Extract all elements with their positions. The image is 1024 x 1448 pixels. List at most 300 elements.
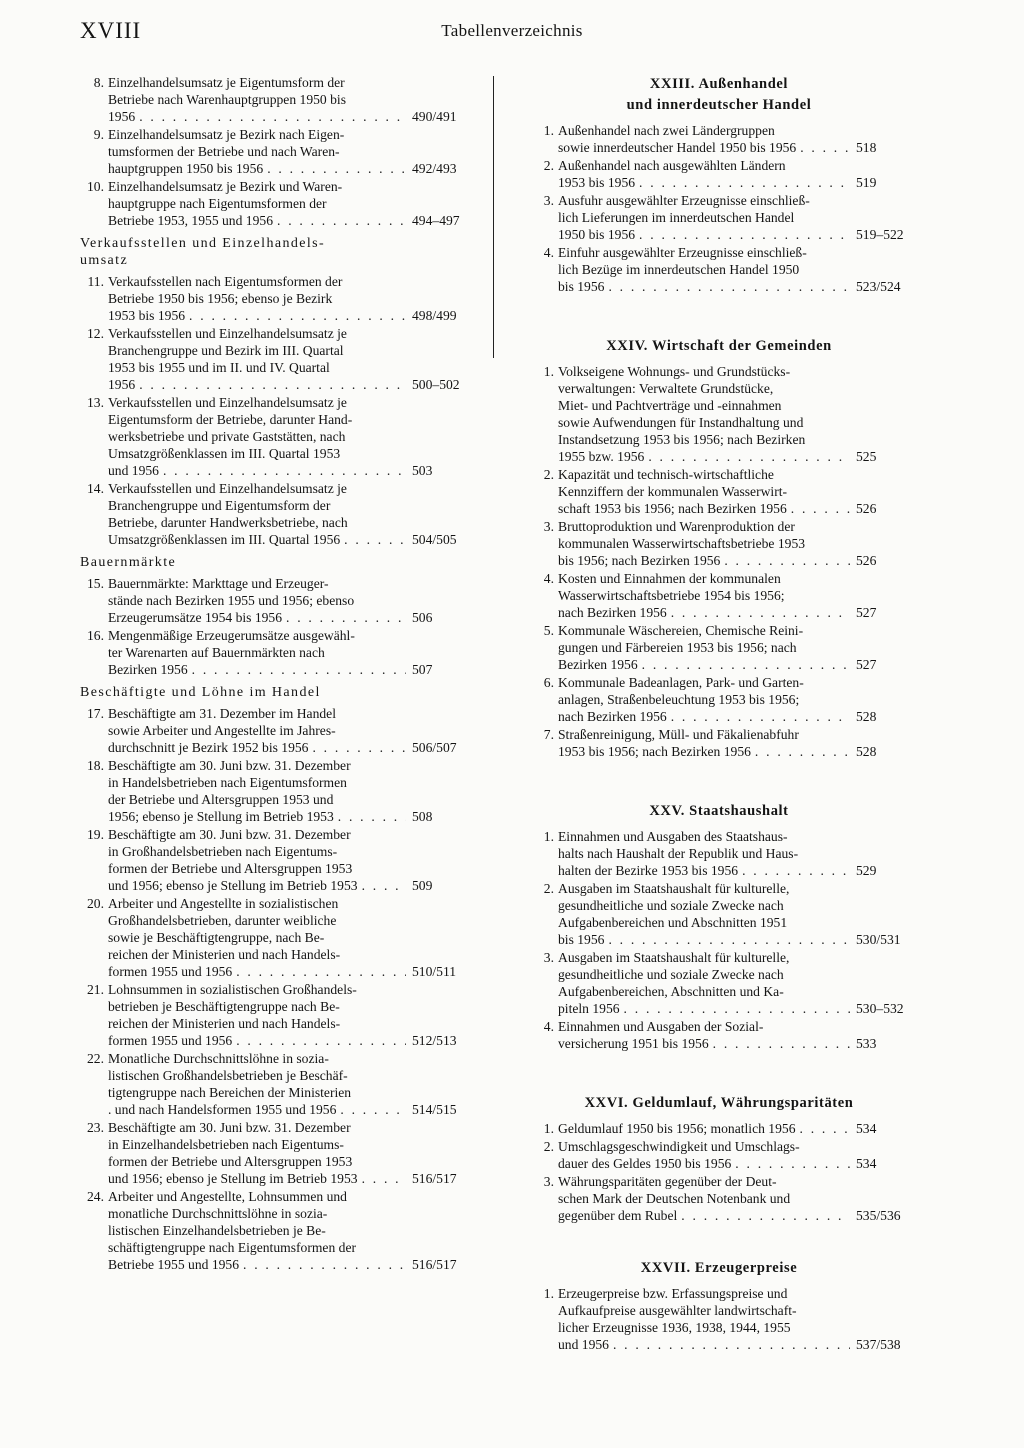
entry-text-line: sowie Arbeiter und Angestellte im Jahres- xyxy=(108,723,336,738)
chapter-heading xyxy=(530,74,908,116)
entry-text-line: werksbetriebe und private Gaststätten, nach xyxy=(108,429,346,444)
entry-last-line xyxy=(558,931,908,948)
dot-leader xyxy=(236,1032,406,1049)
entry-text-line: Ausgaben im Staatshaushalt für kulturelle, xyxy=(558,950,790,965)
entry-last-line xyxy=(108,1032,464,1049)
section-heading: Beschäftigte und Löhne im Handel xyxy=(80,685,321,700)
entry-number: 9. xyxy=(93,127,104,142)
entry-text-line: . und nach Handelsformen 1955 und 1956 xyxy=(108,1102,337,1117)
entry-last-line xyxy=(558,1035,908,1052)
entry-text-line: Verkaufsstellen und Einzelhandelsumsatz je xyxy=(108,395,347,410)
entry-text-line: Beschäftigte am 30. Juni bzw. 31. Dezember xyxy=(108,758,351,773)
entry-last-line xyxy=(558,1155,908,1172)
dot-leader xyxy=(671,604,850,621)
entry-text-line: Kosten und Einnahmen der kommunalen xyxy=(558,571,781,586)
entry-text-line: Einnahmen und Ausgaben der Sozial- xyxy=(558,1019,764,1034)
page-ref: 526 xyxy=(856,553,877,568)
entry-last-line xyxy=(558,708,908,725)
entry-text-line: und 1956; ebenso je Stellung im Betrieb 1953 xyxy=(108,878,358,893)
entry-text-line: reichen der Ministerien und nach Handels- xyxy=(108,1016,341,1031)
entry-text-line: tumsformen der Betriebe und nach Waren- xyxy=(108,144,340,159)
dot-leader xyxy=(236,963,406,980)
page-ref: 514/515 xyxy=(412,1102,457,1117)
entry-last-line xyxy=(558,862,908,879)
dot-leader xyxy=(189,307,406,324)
toc-entry xyxy=(530,674,908,725)
page-ref: 527 xyxy=(856,605,877,620)
entry-text-line: 1955 bzw. 1956 xyxy=(558,449,645,464)
page-ref: 498/499 xyxy=(412,308,457,323)
right-column xyxy=(530,74,908,1354)
entry-text-line: Ausgaben im Staatshaushalt für kulturelle, xyxy=(558,881,790,896)
entry-number: 1. xyxy=(543,364,554,379)
page-ref: 519–522 xyxy=(856,227,904,242)
dot-leader xyxy=(642,656,850,673)
entry-text-line: Einfuhr ausgewählter Erzeugnisse einschließ- xyxy=(558,245,807,260)
page-ref: 510/511 xyxy=(412,964,457,979)
section-heading-line: umsatz xyxy=(80,253,129,268)
entry-text-line: Kommunale Badeanlagen, Park- und Garten- xyxy=(558,675,804,690)
entry-number: 2. xyxy=(543,467,554,482)
dot-leader xyxy=(713,1035,850,1052)
chapter-heading-line: XXIII. Außenhandel xyxy=(649,76,789,92)
dot-leader xyxy=(362,1170,406,1187)
toc-entry xyxy=(530,466,908,517)
entry-text-line: Ausfuhr ausgewählter Erzeugnisse einschließ- xyxy=(558,193,810,208)
entry-last-line xyxy=(108,531,464,548)
toc-entry xyxy=(530,1018,908,1052)
entry-number: 12. xyxy=(87,326,104,341)
dot-leader xyxy=(267,160,406,177)
entry-last-line xyxy=(108,307,464,324)
dot-leader xyxy=(139,108,406,125)
entry-number: 13. xyxy=(87,395,104,410)
entry-text-line: Bezirken 1956 xyxy=(108,662,188,677)
entry-last-line xyxy=(108,661,464,678)
entry-text-line: 1953 bis 1956; nach Bezirken 1956 xyxy=(558,744,751,759)
entry-text-line: sowie innerdeutscher Handel 1950 bis 1956 xyxy=(558,140,797,155)
dot-leader xyxy=(735,1155,850,1172)
entry-text-line: ter Warenarten auf Bauernmärkten nach xyxy=(108,645,325,660)
entry-number: 10. xyxy=(87,179,104,194)
entry-number: 3. xyxy=(543,950,554,965)
page-ref: 492/493 xyxy=(412,161,457,176)
entry-text-line: bis 1956; nach Bezirken 1956 xyxy=(558,553,721,568)
entry-text-line: Aufgabenbereichen, Abschnitten und Ka- xyxy=(558,984,784,999)
entry-text-line: Verkaufsstellen nach Eigentumsformen der xyxy=(108,274,343,289)
entry-last-line xyxy=(108,1256,464,1273)
dot-leader xyxy=(362,877,406,894)
entry-text-line: Kapazität und technisch-wirtschaftliche xyxy=(558,467,774,482)
entry-text-line: Kennziffern der kommunalen Wasserwirt- xyxy=(558,484,788,499)
entry-number: 21. xyxy=(87,982,104,997)
entry-list xyxy=(530,1285,908,1353)
entry-text-line: der Betriebe und Altersgruppen 1953 und xyxy=(108,792,334,807)
toc-entry xyxy=(80,1119,464,1187)
entry-last-line xyxy=(558,448,908,465)
toc-entry xyxy=(530,192,908,243)
entry-text-line: Einzelhandelsumsatz je Bezirk und Waren- xyxy=(108,179,343,194)
page-ref: 516/517 xyxy=(412,1257,457,1272)
toc-entry xyxy=(80,705,464,756)
entry-last-line xyxy=(558,743,908,760)
entry-text-line: listischen Einzelhandelsbetrieben je Be- xyxy=(108,1223,326,1238)
entry-number: 3. xyxy=(543,193,554,208)
entry-number: 1. xyxy=(543,123,554,138)
entry-text-line: gesundheitliche und soziale Zwecke nach xyxy=(558,898,784,913)
dot-leader xyxy=(791,500,850,517)
entry-text-line: und 1956 xyxy=(108,463,159,478)
dot-leader xyxy=(742,862,850,879)
entry-number: 17. xyxy=(87,706,104,721)
entry-last-line xyxy=(558,656,908,673)
page-ref: 507 xyxy=(412,662,433,677)
entry-number: 18. xyxy=(87,758,104,773)
page-ref: 528 xyxy=(856,709,877,724)
toc-entry xyxy=(530,1285,908,1353)
page-ref: 506 xyxy=(412,610,433,625)
entry-text-line: gegenüber dem Rubel xyxy=(558,1208,678,1223)
entry-text-line: 1953 bis 1956 xyxy=(558,175,636,190)
dot-leader xyxy=(681,1207,850,1224)
entry-text-line: schen Mark der Deutschen Notenbank und xyxy=(558,1191,791,1206)
entry-number: 7. xyxy=(543,727,554,742)
entry-text-line: Beschäftigte am 30. Juni bzw. 31. Dezember xyxy=(108,827,351,842)
entry-text-line: Betriebe 1953, 1955 und 1956 xyxy=(108,213,273,228)
entry-text-line: stände nach Bezirken 1955 und 1956; ebenso xyxy=(108,593,355,608)
toc-entry xyxy=(530,122,908,156)
entry-text-line: 1956 xyxy=(108,377,136,392)
entry-last-line xyxy=(108,808,464,825)
entry-text-line: hauptgruppen 1950 bis 1956 xyxy=(108,161,264,176)
entry-text-line: sowie je Beschäftigtengruppe, nach Be- xyxy=(108,930,325,945)
entry-text-line: 1956; ebenso je Stellung im Betrieb 1953 xyxy=(108,809,334,824)
page-title: Tabellenverzeichnis xyxy=(441,21,583,40)
entry-text-line: Aufkaufpreise ausgewählter landwirtschaft- xyxy=(558,1303,797,1318)
entry-text-line: lich Lieferungen im innerdeutschen Handel xyxy=(558,210,795,225)
entry-text-line: licher Erzeugnisse 1936, 1938, 1944, 1955 xyxy=(558,1320,791,1335)
entry-text-line: 1953 bis 1955 und im II. und IV. Quartal xyxy=(108,360,330,375)
entry-last-line xyxy=(108,376,464,393)
dot-leader xyxy=(755,743,850,760)
toc-entry xyxy=(80,126,464,177)
toc-entry xyxy=(80,757,464,825)
dot-leader xyxy=(277,212,406,229)
toc-entry xyxy=(530,1120,908,1137)
entry-last-line xyxy=(108,160,464,177)
entry-number: 23. xyxy=(87,1120,104,1135)
entry-last-line xyxy=(108,739,464,756)
chapter-heading: XXV. Staatshaushalt xyxy=(649,803,789,819)
entry-last-line xyxy=(108,1170,464,1187)
entry-number: 2. xyxy=(543,1139,554,1154)
entry-last-line xyxy=(108,108,464,125)
entry-number: 11. xyxy=(87,274,104,289)
entry-number: 22. xyxy=(87,1051,104,1066)
dot-leader xyxy=(613,1336,850,1353)
entry-list xyxy=(80,705,464,1273)
entry-text-line: sowie Aufwendungen für Instandhaltung und xyxy=(558,415,804,430)
entry-last-line xyxy=(108,1101,464,1118)
entry-text-line: Beschäftigte am 31. Dezember im Handel xyxy=(108,706,336,721)
entry-text-line: Bauernmärkte: Markttage und Erzeuger- xyxy=(108,576,329,591)
page-ref: 527 xyxy=(856,657,877,672)
section-heading: Bauernmärkte xyxy=(80,555,177,570)
entry-last-line xyxy=(558,139,908,156)
dot-leader xyxy=(800,139,850,156)
entry-number: 1. xyxy=(543,829,554,844)
toc-entry xyxy=(530,244,908,295)
page-ref: 506/507 xyxy=(412,740,457,755)
entry-text-line: Bruttoproduktion und Warenproduktion der xyxy=(558,519,795,534)
page-ref: 533 xyxy=(856,1036,877,1051)
entry-number: 2. xyxy=(543,158,554,173)
entry-text-line: Geldumlauf 1950 bis 1956; monatlich 1956 xyxy=(558,1121,796,1136)
toc-entry xyxy=(80,273,464,324)
page-ref: 518 xyxy=(856,140,877,155)
toc-entry xyxy=(530,880,908,948)
toc-entry xyxy=(530,518,908,569)
entry-number: 4. xyxy=(543,571,554,586)
entry-text-line: lich Bezüge im innerdeutschen Handel 1950 xyxy=(558,262,800,277)
entry-last-line xyxy=(558,1000,908,1017)
entry-number: 20. xyxy=(87,896,104,911)
page-ref: 537/538 xyxy=(856,1337,901,1352)
entry-text-line: betrieben je Beschäftigtengruppe nach Be- xyxy=(108,999,340,1014)
entry-text-line: formen 1955 und 1956 xyxy=(108,1033,233,1048)
chapter-heading-line: und innerdeutscher Handel xyxy=(626,97,812,113)
entry-text-line: Lohnsummen in sozialistischen Großhandels- xyxy=(108,982,357,997)
chapter-heading: XXIV. Wirtschaft der Gemeinden xyxy=(606,338,832,354)
page-ref: 500–502 xyxy=(412,377,460,392)
dot-leader xyxy=(340,1101,406,1118)
entry-text-line: nach Bezirken 1956 xyxy=(558,605,667,620)
entry-text-line: Betriebe 1955 und 1956 xyxy=(108,1257,240,1272)
entry-last-line xyxy=(558,278,908,295)
entry-list xyxy=(80,74,464,229)
entry-text-line: Verkaufsstellen und Einzelhandelsumsatz je xyxy=(108,326,347,341)
entry-text-line: Betriebe, darunter Handwerksbetriebe, nach xyxy=(108,515,348,530)
toc-entry xyxy=(530,1138,908,1172)
page-ref: 504/505 xyxy=(412,532,457,547)
entry-last-line xyxy=(558,500,908,517)
entry-text-line: Arbeiter und Angestellte in sozialistischen xyxy=(108,896,339,911)
entry-text-line: in Einzelhandelsbetrieben nach Eigentums- xyxy=(108,1137,344,1152)
entry-text-line: Einnahmen und Ausgaben des Staatshaus- xyxy=(558,829,788,844)
entry-text-line: Mengenmäßige Erzeugerumsätze ausgewähl- xyxy=(108,628,355,643)
page-ref: 525 xyxy=(856,449,877,464)
chapter-heading: XXVI. Geldumlauf, Währungsparitäten xyxy=(584,1095,854,1111)
entry-text-line: Einzelhandelsumsatz je Eigentumsform der xyxy=(108,75,345,90)
page-ref: 519 xyxy=(856,175,877,190)
entry-last-line xyxy=(108,609,464,626)
entry-text-line: Arbeiter und Angestellte, Lohnsummen und xyxy=(108,1189,347,1204)
page-ref: 534 xyxy=(856,1156,877,1171)
entry-text-line: Außenhandel nach zwei Ländergruppen xyxy=(558,123,775,138)
entry-text-line: schäftigtengruppe nach Eigentumsformen der xyxy=(108,1240,356,1255)
entry-text-line: Beschäftigte am 30. Juni bzw. 31. Dezember xyxy=(108,1120,351,1135)
toc-entry xyxy=(80,895,464,980)
entry-last-line xyxy=(558,174,908,191)
entry-number: 3. xyxy=(543,519,554,534)
toc-entry xyxy=(530,949,908,1017)
column-rule xyxy=(493,76,494,358)
entry-text-line: 1956 xyxy=(108,109,136,124)
toc-entry xyxy=(80,826,464,894)
page-ref: 503 xyxy=(412,463,433,478)
chapter-heading: XXVII. Erzeugerpreise xyxy=(640,1260,798,1276)
page-ref: 528 xyxy=(856,744,877,759)
dot-leader xyxy=(639,226,850,243)
entry-text-line: versicherung 1951 bis 1956 xyxy=(558,1036,709,1051)
entry-text-line: 1953 bis 1956 xyxy=(108,308,186,323)
page-ref: 508 xyxy=(412,809,433,824)
entry-last-line xyxy=(558,604,908,621)
page-ref: 490/491 xyxy=(412,109,457,124)
entry-text-line: dauer des Geldes 1950 bis 1956 xyxy=(558,1156,732,1171)
entry-text-line: formen 1955 und 1956 xyxy=(108,964,233,979)
entry-list xyxy=(530,1120,908,1224)
dot-leader xyxy=(648,448,850,465)
page-ref: 494–497 xyxy=(412,213,460,228)
entry-text-line: schaft 1953 bis 1956; nach Bezirken 1956 xyxy=(558,501,787,516)
dot-leader xyxy=(724,552,850,569)
entry-last-line xyxy=(558,1120,908,1137)
page-ref: 526 xyxy=(856,501,877,516)
dot-leader xyxy=(608,278,850,295)
entry-text-line: und 1956; ebenso je Stellung im Betrieb 1953 xyxy=(108,1171,358,1186)
entry-text-line: Großhandelsbetrieben, darunter weibliche xyxy=(108,913,337,928)
entry-text-line: verwaltungen: Verwaltete Grundstücke, xyxy=(558,381,774,396)
toc-entry xyxy=(530,363,908,465)
entry-number: 8. xyxy=(93,75,104,90)
entry-number: 4. xyxy=(543,1019,554,1034)
toc-entry xyxy=(80,480,464,548)
page-number: XVIII xyxy=(80,18,142,43)
dot-leader xyxy=(608,931,850,948)
entry-text-line: durchschnitt je Bezirk 1952 bis 1956 xyxy=(108,740,309,755)
toc-entry xyxy=(80,981,464,1049)
entry-list xyxy=(530,363,908,760)
entry-number: 14. xyxy=(87,481,104,496)
entry-text-line: Bezirken 1956 xyxy=(558,657,638,672)
page-ref: 534 xyxy=(856,1121,877,1136)
entry-last-line xyxy=(108,877,464,894)
entry-text-line: Betriebe nach Warenhauptgruppen 1950 bis xyxy=(108,92,346,107)
dot-leader xyxy=(139,376,406,393)
toc-entry xyxy=(80,394,464,479)
entry-number: 15. xyxy=(87,576,104,591)
entry-last-line xyxy=(558,1207,908,1224)
dot-leader xyxy=(243,1256,406,1273)
entry-text-line: 1950 bis 1956 xyxy=(558,227,636,242)
entry-last-line xyxy=(558,1336,908,1353)
entry-text-line: Miet- und Pachtverträge und -einnahmen xyxy=(558,398,782,413)
left-column xyxy=(80,74,464,1274)
entry-text-line: Branchengruppe und Bezirk im III. Quartal xyxy=(108,343,344,358)
page-ref: 529 xyxy=(856,863,877,878)
section-heading xyxy=(80,235,464,269)
entry-text-line: formen der Betriebe und Altersgruppen 1953 xyxy=(108,861,353,876)
page-ref: 530–532 xyxy=(856,1001,904,1016)
dot-leader xyxy=(639,174,850,191)
entry-text-line: nach Bezirken 1956 xyxy=(558,709,667,724)
entry-last-line xyxy=(108,963,464,980)
entry-text-line: Umsatzgrößenklassen im III. Quartal 1953 xyxy=(108,446,341,461)
toc-entry xyxy=(80,325,464,393)
entry-number: 16. xyxy=(87,628,104,643)
entry-text-line: bis 1956 xyxy=(558,279,605,294)
entry-list xyxy=(530,828,908,1052)
toc-entry xyxy=(80,627,464,678)
toc-entry xyxy=(530,157,908,191)
entry-text-line: Einzelhandelsumsatz je Bezirk nach Eigen- xyxy=(108,127,345,142)
section-heading-line: Verkaufsstellen und Einzelhandels- xyxy=(80,236,326,251)
dot-leader xyxy=(286,609,406,626)
entry-text-line: listischen Großhandelsbetrieben je Beschäf- xyxy=(108,1068,348,1083)
entry-text-line: Erzeugerumsätze 1954 bis 1956 xyxy=(108,610,283,625)
entry-text-line: in Großhandelsbetrieben nach Eigentums- xyxy=(108,844,338,859)
entry-text-line: monatliche Durchschnittslöhne in sozia- xyxy=(108,1206,328,1221)
entry-text-line: Kommunale Wäschereien, Chemische Reini- xyxy=(558,623,804,638)
page-ref: 523/524 xyxy=(856,279,901,294)
entry-text-line: reichen der Ministerien und nach Handels- xyxy=(108,947,341,962)
entry-last-line xyxy=(108,212,464,229)
toc-entry xyxy=(80,1188,464,1273)
entry-text-line: Instandsetzung 1953 bis 1956; nach Bezirken xyxy=(558,432,806,447)
entry-number: 2. xyxy=(543,881,554,896)
entry-text-line: Verkaufsstellen und Einzelhandelsumsatz je xyxy=(108,481,347,496)
entry-text-line: Branchengruppe und Eigentumsform der xyxy=(108,498,331,513)
entry-text-line: formen der Betriebe und Altersgruppen 1953 xyxy=(108,1154,353,1169)
entry-list xyxy=(80,575,464,678)
entry-text-line: Monatliche Durchschnittslöhne in sozia- xyxy=(108,1051,329,1066)
toc-entry xyxy=(530,726,908,760)
dot-leader xyxy=(624,1000,850,1017)
entry-last-line xyxy=(108,462,464,479)
entry-text-line: in Handelsbetrieben nach Eigentumsformen xyxy=(108,775,347,790)
entry-text-line: Straßenreinigung, Müll- und Fäkalienabfuhr xyxy=(558,727,799,742)
toc-entry xyxy=(80,1050,464,1118)
entry-text-line: bis 1956 xyxy=(558,932,605,947)
page-ref: 512/513 xyxy=(412,1033,457,1048)
toc-entry xyxy=(530,570,908,621)
dot-leader xyxy=(312,739,406,756)
entry-text-line: Aufgabenbereichen und Abschnitten 1951 xyxy=(558,915,788,930)
entry-number: 1. xyxy=(543,1286,554,1301)
entry-last-line xyxy=(558,226,908,243)
page-ref: 535/536 xyxy=(856,1208,901,1223)
entry-text-line: Umschlagsgeschwindigkeit und Umschlags- xyxy=(558,1139,800,1154)
entry-text-line: piteln 1956 xyxy=(558,1001,620,1016)
entry-text-line: Eigentumsform der Betriebe, darunter Hand- xyxy=(108,412,353,427)
entry-last-line xyxy=(558,552,908,569)
entry-text-line: halts nach Haushalt der Republik und Haus- xyxy=(558,846,799,861)
entry-text-line: Volkseigene Wohnungs- und Grundstücks- xyxy=(558,364,791,379)
page-ref: 530/531 xyxy=(856,932,901,947)
entry-text-line: gesundheitliche und soziale Zwecke nach xyxy=(558,967,784,982)
toc-entry xyxy=(80,74,464,125)
entry-text-line: Wasserwirtschaftsbetriebe 1954 bis 1956; xyxy=(558,588,785,603)
toc-entry xyxy=(530,622,908,673)
entry-text-line: gungen und Färbereien 1953 bis 1956; nach xyxy=(558,640,797,655)
entry-text-line: Währungsparitäten gegenüber der Deut- xyxy=(558,1174,777,1189)
entry-list xyxy=(530,122,908,295)
entry-text-line: tigtengruppe nach Bereichen der Ministerien xyxy=(108,1085,352,1100)
entry-text-line: Erzeugerpreise bzw. Erfassungspreise und xyxy=(558,1286,788,1301)
entry-text-line: halten der Bezirke 1953 bis 1956 xyxy=(558,863,739,878)
page-ref: 509 xyxy=(412,878,433,893)
